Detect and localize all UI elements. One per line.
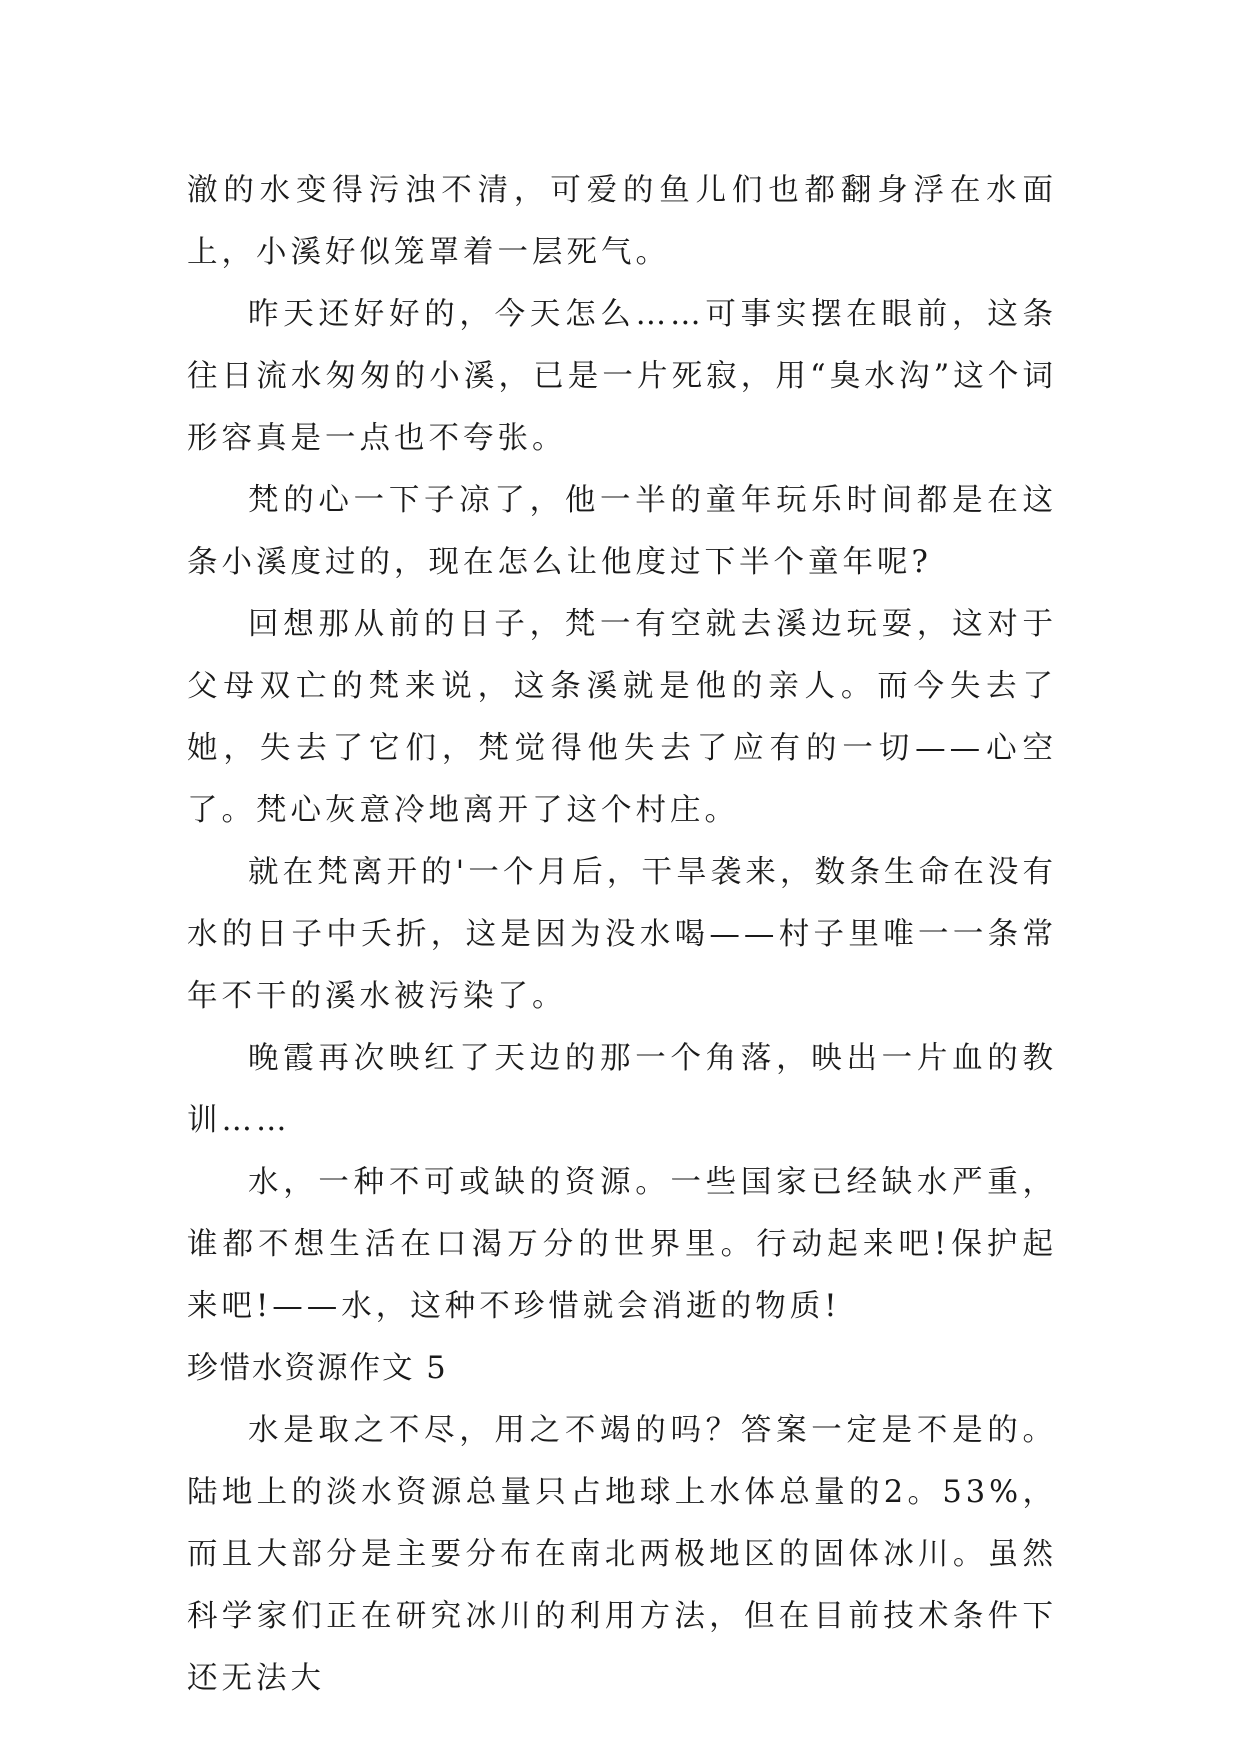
- paragraph-4: 回想那从前的日子，梵一有空就去溪边玩耍，这对于父母双亡的梵来说，这条溪就是他的亲人。而今失去了她，失去了它们，梵觉得他失去了应有的一切——心空了。梵心灰意冷地离开了这个村庄。: [187, 607, 1057, 828]
- paragraph-1: 澈的水变得污浊不清，可爱的鱼儿们也都翻身浮在水面上，小溪好似笼罩着一层死气。: [187, 173, 1057, 270]
- document-page: [187, 160, 1057, 1710]
- paragraph-6: 晚霞再次映红了天边的那一个角落，映出一片血的教训……: [187, 1041, 1057, 1138]
- paragraph-2: 昨天还好好的，今天怎么……可事实摆在眼前，这条往日流水匆匆的小溪，已是一片死寂，用“臭水沟”这个词形容真是一点也不夸张。: [187, 297, 1057, 456]
- paragraph-5: 就在梵离开的'一个月后，干旱袭来，数条生命在没有水的日子中夭折，这是因为没水喝——村子里唯一一条常年不干的溪水被污染了。: [187, 855, 1057, 1014]
- paragraph-3: 梵的心一下子凉了，他一半的童年玩乐时间都是在这条小溪度过的，现在怎么让他度过下半个童年呢?: [187, 483, 1057, 580]
- paragraph-7: 水，一种不可或缺的资源。一些国家已经缺水严重，谁都不想生活在口渴万分的世界里。行动起来吧!保护起来吧!——水，这种不珍惜就会消逝的物质!: [187, 1165, 1057, 1324]
- paragraph-8: 水是取之不尽，用之不竭的吗？答案一定是不是的。陆地上的淡水资源总量只占地球上水体总量的2。53%，而且大部分是主要分布在南北两极地区的固体冰川。虽然科学家们正在研究冰川的利用方法，但在目前技术条件下还无法大: [187, 1413, 1057, 1696]
- section-heading: 珍惜水资源作文 5: [187, 1351, 448, 1386]
